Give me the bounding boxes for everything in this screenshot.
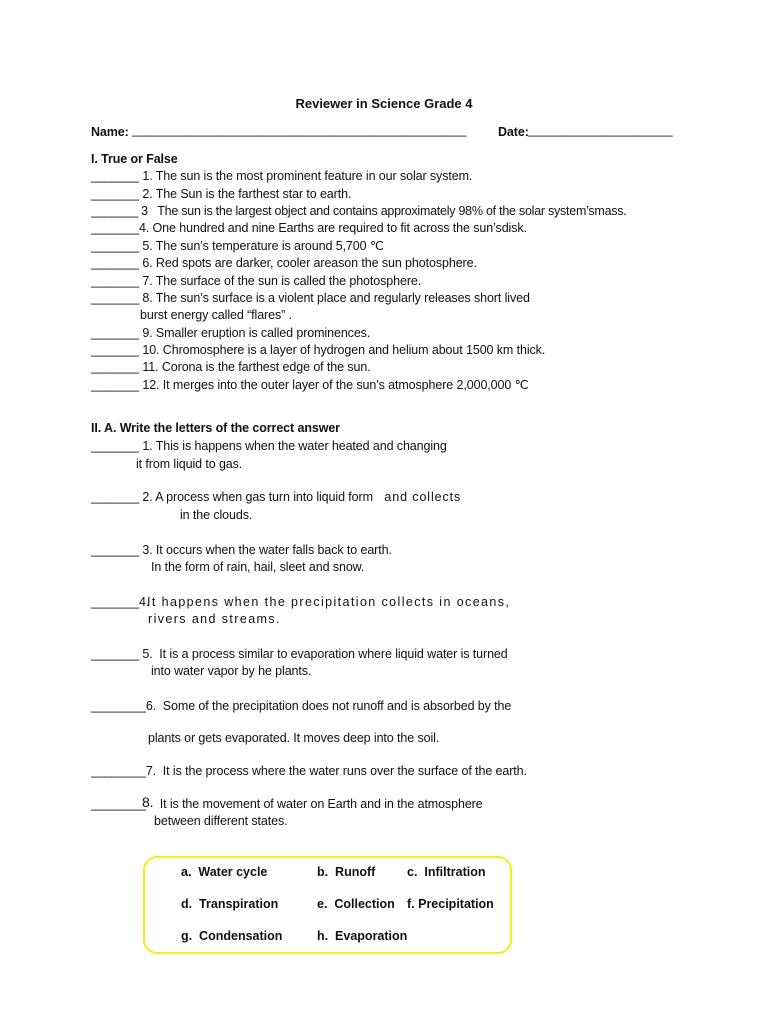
question-item: _______ 3. It occurs when the water falls back to earth.	[91, 543, 392, 557]
question-item: ________7. It is the process where the water runs over the surface of the earth.	[91, 764, 527, 778]
question-item: _______ 11. Corona is the farthest edge of the sun.	[91, 360, 371, 374]
question-item: _______ 5. The sun’s temperature is around 5,700 ℃	[91, 239, 384, 253]
question-item-continuation: in the clouds.	[180, 508, 253, 522]
question-item: _______ 1. The sun is the most prominent feature in our solar system.	[91, 169, 473, 183]
choice-b: b. Runoff	[317, 865, 376, 879]
question-item-text: It happens when the precipitation collects in oceans,	[147, 595, 511, 609]
question-item: _______ 8. The sun’s surface is a violent place and regularly releases short lived	[91, 291, 530, 305]
question-item-continuation: it from liquid to gas.	[136, 457, 243, 471]
date-label: Date:	[498, 125, 529, 139]
question-item-continuation: between different states.	[154, 814, 288, 828]
section-heading: I. True or False	[91, 152, 178, 166]
choice-c: c. Infiltration	[407, 865, 486, 879]
question-item: _______ 2. A process when gas turn into liquid form	[91, 490, 373, 504]
question-item: _______ 5. It is a process similar to evaporation where liquid water is turned	[91, 647, 508, 661]
choice-a: a. Water cycle	[181, 865, 268, 879]
question-item: _______4. One hundred and nine Earths are required to fit across the sun’sdisk.	[91, 221, 527, 235]
question-item: _______ 1. This is happens when the water heated and changing	[91, 439, 447, 453]
choice-e: e. Collection	[317, 897, 395, 911]
question-number: 8.	[142, 794, 154, 810]
question-item: _______ 10. Chromosphere is a layer of hydrogen and helium about 1500 km thick.	[91, 343, 546, 357]
question-item-part: and collects	[380, 490, 462, 504]
choice-h: h. Evaporation	[317, 929, 408, 943]
question-item: _______ 6. Red spots are darker, cooler areason the sun photosphere.	[91, 256, 477, 270]
section-heading: II. A. Write the letters of the correct answer	[91, 421, 340, 435]
choice-f: f. Precipitation	[407, 897, 494, 911]
question-item: _______ 2. The Sun is the farthest star to earth.	[91, 187, 352, 201]
question-item-continuation: burst energy called “flares” .	[140, 308, 292, 322]
name-blank-line[interactable]: ___________________________________________________	[132, 123, 467, 137]
choice-g: g. Condensation	[181, 929, 283, 943]
question-item-continuation: In the form of rain, hail, sleet and snow.	[151, 560, 365, 574]
question-item: _______ 12. It merges into the outer layer of the sun’s atmosphere 2,000,000 ℃	[91, 378, 529, 392]
question-item: _______ 9. Smaller eruption is called prominences.	[91, 326, 371, 340]
question-item: _______ 3 The sun is the largest object and contains approximately 98% of the solar system’smass.	[91, 204, 627, 218]
question-item-continuation: into water vapor by he plants.	[151, 664, 312, 678]
question-item-continuation: rivers and streams.	[148, 612, 281, 626]
answer-blank: ________	[91, 797, 146, 811]
choice-d: d. Transpiration	[181, 897, 279, 911]
name-label: Name:	[91, 125, 129, 139]
question-item: _______ 7. The surface of the sun is called the photosphere.	[91, 274, 422, 288]
date-blank-line[interactable]: ______________________	[528, 123, 673, 137]
page-title: Reviewer in Science Grade 4	[295, 96, 473, 111]
question-item-number: _______4.	[91, 595, 150, 609]
question-item-continuation: plants or gets evaporated. It moves deep into the soil.	[148, 731, 440, 745]
question-item: ________6. Some of the precipitation does not runoff and is absorbed by the	[91, 699, 512, 713]
question-item-text: It is the movement of water on Earth and in the atmosphere	[153, 797, 483, 811]
